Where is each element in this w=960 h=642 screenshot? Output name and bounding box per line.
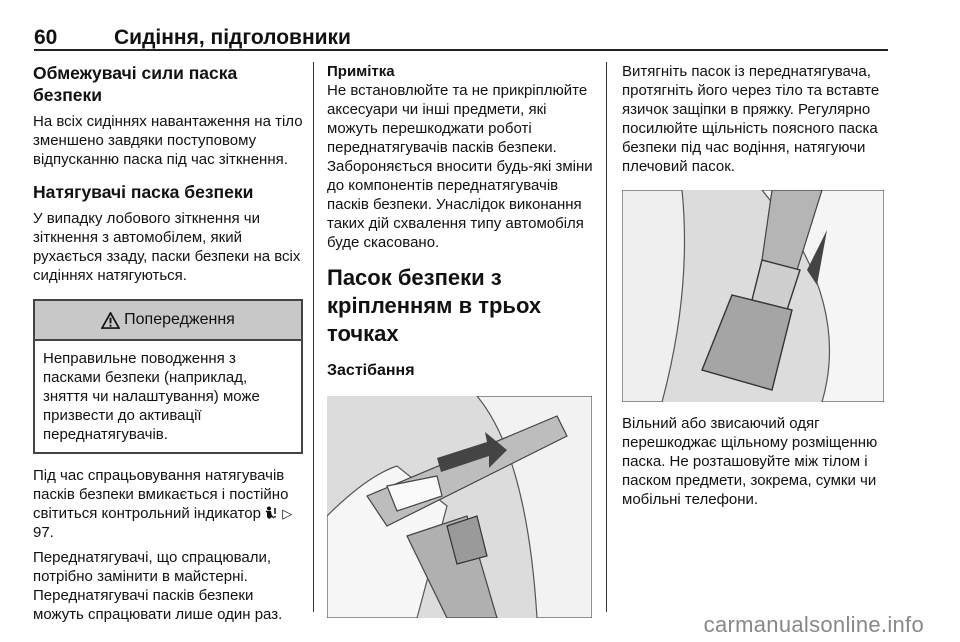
warning-triangle-icon [101, 312, 120, 329]
heading-fastening: Застібання [327, 362, 415, 379]
heading-load-limiters: Обмежувачі сили паска безпеки [33, 63, 238, 105]
column-3 [622, 62, 890, 509]
paragraph-loose-clothing: Вільний або звисаючий одяг перешкоджає щільному розміщенню паска. Не розташовуйте між тілом і паском предмети, зокрема, сумки чи мобільні телефони. [622, 415, 878, 508]
page-title: Сидіння, підголовники [114, 26, 351, 49]
illustration-buckle-drawing [622, 190, 884, 402]
paragraph-pretensioners: У випадку лобового зіткнення чи зіткнення з автомобілем, який рухається ззаду, паски безпеки на всіх сидіннях натягуються. [33, 210, 301, 284]
illustration-buckle [622, 190, 884, 402]
heading-three-point-belt: Пасок безпеки з кріпленням в трьох точках [327, 265, 542, 346]
note-title: Примітка [327, 63, 395, 80]
page-ref-icon: ▷ [282, 506, 293, 521]
column-divider [606, 62, 607, 612]
watermark: carmanualsonline.info [703, 612, 924, 637]
illustration-fastening [327, 396, 592, 618]
indicator-page-ref[interactable]: 97. [33, 524, 54, 541]
header-rule [34, 49, 888, 51]
paragraph-indicator: Під час спрацьовування натягувачів пасків безпеки вмикається і постійно світиться контрольний індикатор ▷ 97. [33, 467, 293, 541]
column-divider [313, 62, 314, 612]
warning-header [35, 301, 301, 341]
seatbelt-warning-icon [265, 506, 278, 520]
page-header [34, 20, 888, 50]
paragraph-load-limiters: На всіх сидіннях навантаження на тіло зменшено завдяки поступовому відпусканню паска під час зіткнення. [33, 113, 303, 168]
illustration-fastening-drawing [327, 396, 592, 618]
paragraph-pull-belt: Витягніть пасок із переднатягувача, протягніть його через тіло та вставте язичок защіпки в пряжку. Регулярно посилюйте щільність поясного паска безпеки під час водіння, натягуючи плечовий пасок. [622, 63, 880, 175]
column-1 [33, 62, 303, 624]
page-number: 60 [34, 26, 58, 49]
warning-box [33, 299, 303, 454]
paragraph-replace: Переднатягувачі, що спрацювали, потрібно замінити в майстерні. Переднатягувачі пасків безпеки можуть спрацювати лише один раз. [33, 549, 283, 623]
warning-text: Неправильне поводження з пасками безпеки (наприклад, зняття чи налаштування) може призвести до активації переднатягувачів. [43, 350, 260, 443]
column-2 [327, 62, 597, 618]
warning-title: Попередження [124, 311, 235, 328]
note-text: Не встановлюйте та не прикріплюйте аксесуари чи інші предмети, які можуть перешкоджати роботі переднатягувачів пасків безпеки. Забороняється вносити будь-які зміни до компонентів переднатягувачів пасків безпеки. Унаслідок виконання таких дій схвалення типу автомобіля буде скасовано. [327, 82, 593, 251]
heading-pretensioners: Натягувачі паска безпеки [33, 182, 254, 202]
